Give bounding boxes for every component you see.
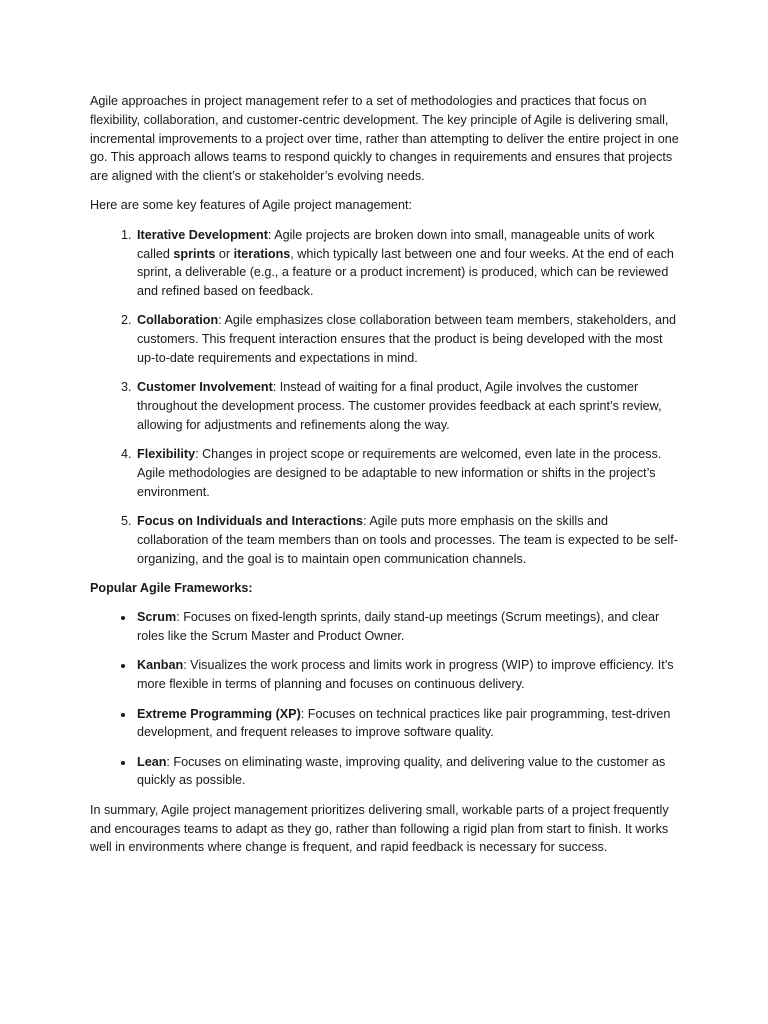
framework-item-lean [135,753,680,791]
feature-item-individuals-interactions [135,512,680,568]
feature-item-iterative-development [135,226,680,301]
framework-text: : Focuses on eliminating waste, improving quality, and delivering value to the customer as quickly as possible. [137,754,666,788]
features-list [90,226,680,569]
frameworks-heading: Popular Agile Frameworks: [90,581,253,596]
framework-item-xp [135,705,680,743]
intro-paragraph: Agile approaches in project management refer to a set of methodologies and practices that focus on flexibility, collaboration, and customer-centric development. The key principle of Agile is delivering small, incremental improvements to a project over time, rather than attempting to deliver the entire project in one go. This approach allows teams to respond quickly to changes in requirements and ensures that projects are aligned with the client’s or stakeholder’s evolving needs. [90,94,679,184]
framework-item-kanban [135,656,680,694]
framework-term: Scrum [137,610,177,625]
feature-term-iterations: iterations [233,246,291,261]
framework-term: Extreme Programming (XP) [137,706,301,721]
feature-text: or [215,246,234,261]
feature-term: Customer Involvement [137,380,273,395]
summary-paragraph: In summary, Agile project management prioritizes delivering small, workable parts of a project frequently and encourages teams to adapt as they go, rather than following a rigid plan from start to finish. It works well in environments where change is frequent, and rapid feedback is necessary for success. [90,802,669,855]
feature-text: : Instead of waiting for a final product, Agile involves the customer throughout the development process. The customer provides feedback at each sprint’s review, allowing for adjustments and refinements along the way. [137,380,662,432]
feature-text: : Agile emphasizes close collaboration between team members, stakeholders, and customers. This frequent interaction ensures that the product is being developed with the most up-to-date requirements and expectations in mind. [137,313,676,366]
feature-term: Iterative Development [137,227,268,242]
feature-item-flexibility [135,445,680,501]
framework-term: Kanban [137,658,184,673]
framework-text: : Focuses on fixed-length sprints, daily stand-up meetings (Scrum meetings), and clear roles like the Scrum Master and Product Owner. [137,610,660,644]
feature-text: : Agile projects are broken down into small, manageable units of work called [137,227,655,261]
framework-item-scrum [135,608,680,646]
feature-text: : Agile puts more emphasis on the skills and collaboration of the team members than on tools and processes. The team is expected to be self-organizing, and the goal is to maintain open communication channels. [137,514,678,566]
feature-item-customer-involvement [135,378,680,434]
feature-term: Focus on Individuals and Interactions [137,514,364,529]
framework-term: Lean [137,754,167,769]
feature-term: Collaboration [137,313,219,328]
feature-item-collaboration [135,311,680,367]
document-page [90,92,680,868]
frameworks-list [90,608,680,790]
feature-text: : Changes in project scope or requirements are welcomed, even late in the process. Agile methodologies are designed to be adaptable to new information or shifts in the project’s environment. [137,447,662,499]
framework-text: : Visualizes the work process and limits work in progress (WIP) to improve efficiency. It’s more flexible in terms of planning and focuses on continuous delivery. [137,658,674,692]
feature-text: , which typically last between one and four weeks. At the end of each sprint, a deliverable (e.g., a feature or a product increment) is produced, which can be reviewed and refined based on feedback. [137,246,674,299]
feature-term-sprints: sprints [173,246,216,261]
features-lead: Here are some key features of Agile project management: [90,198,413,213]
feature-term: Flexibility [137,447,196,462]
framework-text: : Focuses on technical practices like pair programming, test-driven development, and frequent releases to improve software quality. [137,706,671,740]
